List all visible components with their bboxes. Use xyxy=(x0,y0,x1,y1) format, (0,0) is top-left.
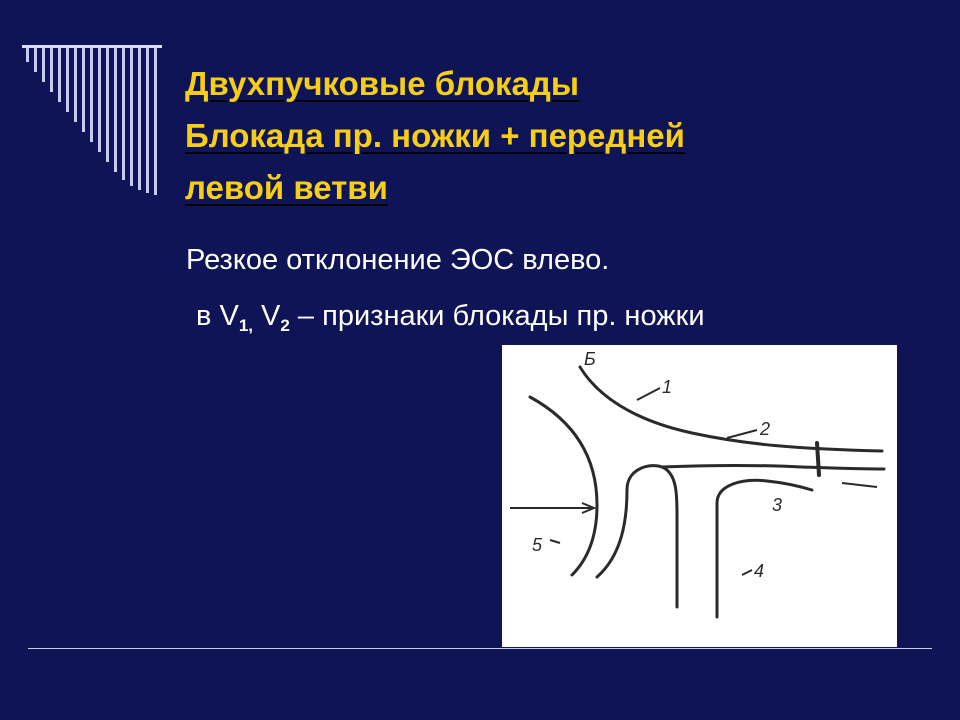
leader-line-5 xyxy=(550,540,560,543)
label-b: Б xyxy=(584,349,596,369)
label-5: 5 xyxy=(532,535,543,555)
slide-body xyxy=(186,232,906,354)
conduction-system-figure xyxy=(502,345,897,647)
leader-line-1 xyxy=(637,388,660,400)
leader-line-4 xyxy=(742,570,752,575)
v1-subscript: 1, xyxy=(238,316,253,335)
label-1: 1 xyxy=(662,377,673,397)
upper-bundle-line xyxy=(580,367,882,451)
lower-right-line xyxy=(662,466,884,470)
label-2: 2 xyxy=(760,419,771,439)
title-line-1: Двухпучковые блокады xyxy=(185,65,580,102)
inner-u-branch xyxy=(597,466,677,607)
right-descending-branch xyxy=(717,480,812,617)
body-line-2-mid: V xyxy=(253,300,281,332)
body-line-1: Резкое отклонение ЭОС влево. xyxy=(186,244,610,276)
label-3: 3 xyxy=(772,495,783,515)
slide-title xyxy=(185,58,885,214)
bottom-divider xyxy=(28,648,932,649)
title-line-3: левой ветви xyxy=(185,169,388,206)
v2-subscript: 2 xyxy=(280,316,290,335)
leader-line-2 xyxy=(727,430,757,438)
pointer-arrow-right xyxy=(842,483,877,487)
title-line-2: Блокада пр. ножки + передней xyxy=(185,117,685,154)
body-line-2-suffix: – признаки блокады пр. ножки xyxy=(289,300,705,332)
label-4: 4 xyxy=(754,561,765,581)
conduction-system-drawing xyxy=(502,345,897,647)
decorative-bars xyxy=(22,45,162,195)
body-line-2-prefix: в V xyxy=(196,300,239,332)
transverse-marker xyxy=(817,443,819,475)
